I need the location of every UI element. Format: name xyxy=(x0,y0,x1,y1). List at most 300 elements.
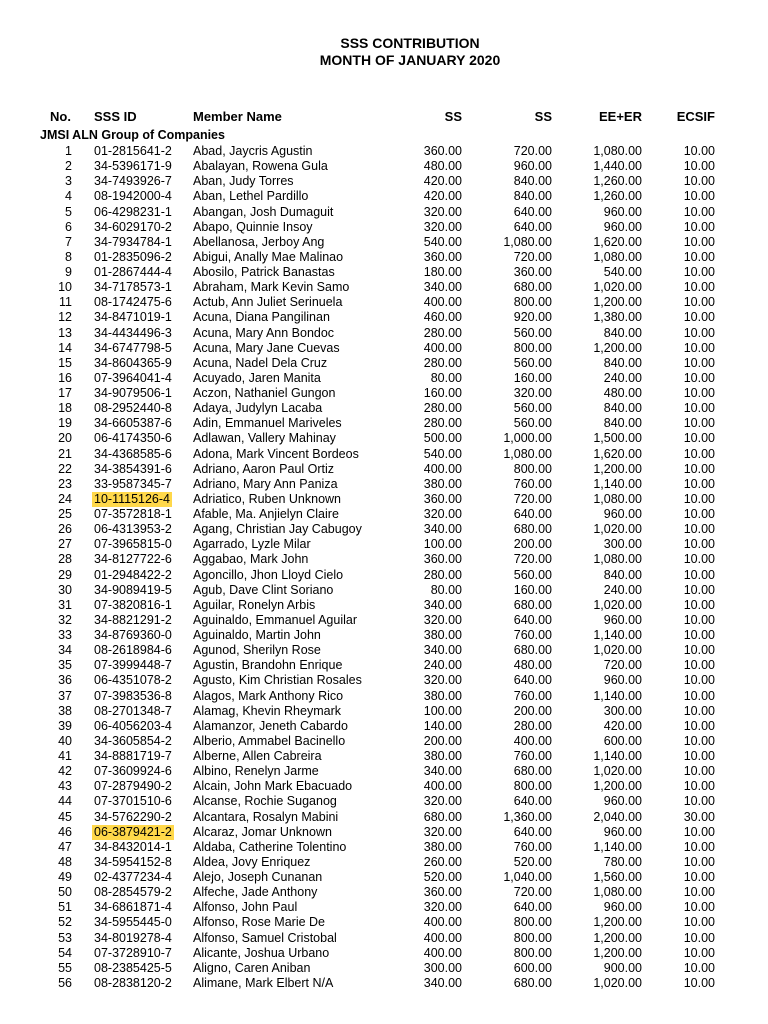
table-row xyxy=(0,643,768,658)
table-row xyxy=(0,326,768,341)
member-name-cell: Agang, Christian Jay Cabugoy xyxy=(193,522,362,537)
ecsif-cell: 10.00 xyxy=(683,280,715,295)
sss-id-cell: 06-4056203-4 xyxy=(94,718,172,733)
member-name-cell: Abad, Jaycris Agustin xyxy=(193,144,313,158)
member-name-cell: Afable, Ma. Anjielyn Claire xyxy=(193,507,339,521)
sss-id-cell: 06-4351078-2 xyxy=(94,673,172,688)
member-name-cell: Alfeche, Jade Anthony xyxy=(193,885,318,900)
ss-employer-cell: 680.00 xyxy=(513,764,552,779)
ee-er-total-cell: 1,200.00 xyxy=(593,779,642,794)
row-number: 15 xyxy=(58,355,72,370)
member-name-cell: Acuyado, Jaren Manita xyxy=(193,370,321,385)
ecsif-cell: 10.00 xyxy=(683,688,715,703)
row-number: 27 xyxy=(58,537,72,552)
table-row xyxy=(0,870,768,885)
header-no: No. xyxy=(50,109,71,124)
member-name-cell: Aban, Lethel Pardillo xyxy=(193,189,309,204)
sss-id-cell: 34-4434496-3 xyxy=(94,325,172,340)
member-name-cell: Alberne, Allen Cabreira xyxy=(193,749,322,763)
table-row xyxy=(0,522,768,537)
ss-employer-cell: 640.00 xyxy=(513,824,552,839)
ecsif-cell: 10.00 xyxy=(683,597,715,612)
ss-employer-cell: 480.00 xyxy=(513,658,552,673)
ss-employee-cell: 400.00 xyxy=(423,930,462,945)
ee-er-total-cell: 960.00 xyxy=(603,612,642,627)
table-row xyxy=(0,552,768,567)
document-subtitle: MONTH OF JANUARY 2020 xyxy=(319,52,501,68)
ss-employer-cell: 1,080.00 xyxy=(503,234,552,249)
ss-employee-cell: 100.00 xyxy=(423,703,462,718)
ecsif-cell: 10.00 xyxy=(683,839,715,854)
row-number: 26 xyxy=(58,522,72,537)
sss-id-cell: 34-8019278-4 xyxy=(94,930,172,945)
ss-employer-cell: 720.00 xyxy=(513,885,552,900)
member-name-cell: Abapo, Quinnie Insoy xyxy=(193,219,313,234)
ee-er-total-cell: 960.00 xyxy=(603,204,642,219)
ss-employer-cell: 800.00 xyxy=(513,930,552,945)
ss-employer-cell: 800.00 xyxy=(513,340,552,355)
ss-employee-cell: 380.00 xyxy=(423,628,462,642)
ss-employer-cell: 760.00 xyxy=(513,688,552,703)
ee-er-total-cell: 1,140.00 xyxy=(593,476,642,491)
row-number: 54 xyxy=(58,945,72,960)
ecsif-cell: 10.00 xyxy=(683,703,715,718)
sss-id-cell: 07-3701510-6 xyxy=(94,794,172,809)
member-name-cell: Alamanzor, Jeneth Cabardo xyxy=(193,718,348,733)
row-number: 25 xyxy=(58,507,72,521)
ss-employee-cell: 320.00 xyxy=(423,204,462,219)
member-name-cell: Albino, Renelyn Jarme xyxy=(193,764,319,779)
row-number: 42 xyxy=(58,764,72,779)
row-number: 28 xyxy=(58,552,72,567)
table-row xyxy=(0,855,768,870)
ss-employer-cell: 320.00 xyxy=(513,386,552,400)
row-number: 38 xyxy=(58,703,72,718)
ee-er-total-cell: 240.00 xyxy=(603,370,642,385)
table-row xyxy=(0,779,768,794)
table-row xyxy=(0,371,768,386)
ecsif-cell: 10.00 xyxy=(683,174,715,189)
ee-er-total-cell: 420.00 xyxy=(603,718,642,733)
table-row xyxy=(0,673,768,688)
member-name-cell: Agustin, Brandohn Enrique xyxy=(193,658,343,673)
table-row xyxy=(0,356,768,371)
ss-employer-cell: 720.00 xyxy=(513,552,552,567)
ee-er-total-cell: 960.00 xyxy=(603,673,642,688)
table-row xyxy=(0,946,768,961)
header-ss-employee: SS xyxy=(444,109,462,124)
ss-employee-cell: 400.00 xyxy=(423,461,462,476)
ecsif-cell: 10.00 xyxy=(683,537,715,552)
row-number: 4 xyxy=(65,189,72,204)
ee-er-total-cell: 1,620.00 xyxy=(593,446,642,461)
ss-employee-cell: 400.00 xyxy=(423,915,462,930)
ss-employee-cell: 320.00 xyxy=(423,824,462,839)
ss-employee-cell: 360.00 xyxy=(423,552,462,567)
table-row xyxy=(0,885,768,900)
table-row xyxy=(0,704,768,719)
ecsif-cell: 10.00 xyxy=(683,310,715,325)
ecsif-cell: 10.00 xyxy=(683,900,715,915)
ecsif-cell: 10.00 xyxy=(683,507,715,521)
ecsif-cell: 10.00 xyxy=(683,658,715,673)
table-row xyxy=(0,931,768,946)
ecsif-cell: 10.00 xyxy=(683,764,715,779)
member-name-cell: Adin, Emmanuel Mariveles xyxy=(193,416,342,431)
ee-er-total-cell: 1,260.00 xyxy=(593,189,642,204)
sss-id-cell: 07-3820816-1 xyxy=(94,597,172,612)
sss-id-cell: 06-4174350-6 xyxy=(94,431,172,446)
member-name-cell: Adriano, Aaron Paul Ortiz xyxy=(193,461,335,476)
sss-id-cell: 07-3964041-4 xyxy=(94,370,172,385)
ss-employee-cell: 300.00 xyxy=(423,960,462,975)
row-number: 7 xyxy=(65,234,72,249)
header-ecsif: ECSIF xyxy=(676,109,715,124)
row-number: 40 xyxy=(58,733,72,748)
ee-er-total-cell: 480.00 xyxy=(603,386,642,400)
ecsif-cell: 10.00 xyxy=(683,930,715,945)
row-number: 56 xyxy=(58,975,72,990)
row-number: 5 xyxy=(65,204,72,219)
sss-id-cell: 07-3999448-7 xyxy=(94,658,172,673)
ee-er-total-cell: 1,200.00 xyxy=(593,461,642,476)
member-name-cell: Aban, Judy Torres xyxy=(193,174,294,189)
table-row xyxy=(0,583,768,598)
member-name-cell: Abosilo, Patrick Banastas xyxy=(193,265,335,279)
ecsif-cell: 10.00 xyxy=(683,567,715,582)
member-name-cell: Actub, Ann Juliet Serinuela xyxy=(193,295,343,310)
ecsif-cell: 10.00 xyxy=(683,295,715,310)
ee-er-total-cell: 960.00 xyxy=(603,900,642,915)
sss-id-cell: 02-4377234-4 xyxy=(94,870,172,884)
sss-id-cell: 34-3854391-6 xyxy=(94,461,172,476)
ss-employer-cell: 960.00 xyxy=(513,159,552,174)
table-row xyxy=(0,976,768,991)
ee-er-total-cell: 960.00 xyxy=(603,219,642,234)
ss-employee-cell: 360.00 xyxy=(423,249,462,264)
member-name-cell: Abigui, Anally Mae Malinao xyxy=(193,249,344,264)
table-row xyxy=(0,840,768,855)
ecsif-cell: 10.00 xyxy=(683,249,715,264)
ss-employer-cell: 640.00 xyxy=(513,219,552,234)
ss-employee-cell: 340.00 xyxy=(423,597,462,612)
ss-employee-cell: 80.00 xyxy=(430,370,462,385)
ee-er-total-cell: 900.00 xyxy=(603,960,642,975)
member-name-cell: Aguinaldo, Emmanuel Aguilar xyxy=(193,612,357,627)
ecsif-cell: 10.00 xyxy=(683,522,715,537)
member-name-cell: Alejo, Joseph Cunanan xyxy=(193,870,323,884)
ecsif-cell: 10.00 xyxy=(683,355,715,370)
sss-id-cell: 06-4298231-1 xyxy=(94,204,172,219)
ss-employer-cell: 640.00 xyxy=(513,900,552,915)
member-name-cell: Agarrado, Lyzle Milar xyxy=(193,537,311,552)
row-number: 17 xyxy=(58,386,72,400)
ss-employer-cell: 720.00 xyxy=(513,491,552,506)
ss-employer-cell: 520.00 xyxy=(513,854,552,869)
ss-employee-cell: 540.00 xyxy=(423,234,462,249)
ecsif-cell: 10.00 xyxy=(683,945,715,960)
row-number: 53 xyxy=(58,930,72,945)
ss-employee-cell: 280.00 xyxy=(423,567,462,582)
table-row xyxy=(0,447,768,462)
ecsif-cell: 10.00 xyxy=(683,960,715,975)
ss-employee-cell: 320.00 xyxy=(423,673,462,688)
row-number: 52 xyxy=(58,915,72,930)
ee-er-total-cell: 1,500.00 xyxy=(593,431,642,446)
ss-employee-cell: 280.00 xyxy=(423,416,462,431)
ss-employee-cell: 260.00 xyxy=(423,854,462,869)
ecsif-cell: 10.00 xyxy=(683,446,715,461)
sss-id-cell: 08-1742475-6 xyxy=(94,295,172,310)
member-name-cell: Aguilar, Ronelyn Arbis xyxy=(193,597,316,612)
row-number: 13 xyxy=(58,325,72,340)
table-row xyxy=(0,794,768,809)
table-row xyxy=(0,431,768,446)
ss-employee-cell: 320.00 xyxy=(423,794,462,809)
ss-employer-cell: 800.00 xyxy=(513,915,552,930)
ee-er-total-cell: 600.00 xyxy=(603,733,642,748)
ss-employee-cell: 420.00 xyxy=(423,174,462,189)
sss-id-cell: 34-9079506-1 xyxy=(94,386,172,400)
row-number: 46 xyxy=(58,824,72,839)
sss-id-cell: 08-2854579-2 xyxy=(94,885,172,900)
table-row xyxy=(0,628,768,643)
sss-id-cell: 34-9089419-5 xyxy=(94,582,172,597)
ss-employee-cell: 540.00 xyxy=(423,446,462,461)
ss-employee-cell: 160.00 xyxy=(423,386,462,400)
sss-id-cell: 34-5955445-0 xyxy=(94,915,172,930)
ss-employer-cell: 1,360.00 xyxy=(503,809,552,824)
ss-employee-cell: 200.00 xyxy=(423,733,462,748)
sss-id-cell: 34-8769360-0 xyxy=(94,628,172,642)
member-name-cell: Aligno, Caren Aniban xyxy=(193,960,311,975)
ecsif-cell: 10.00 xyxy=(683,870,715,884)
row-number: 51 xyxy=(58,900,72,915)
sss-id-cell: 08-2618984-6 xyxy=(94,643,172,658)
ee-er-total-cell: 1,620.00 xyxy=(593,234,642,249)
ss-employer-cell: 280.00 xyxy=(513,718,552,733)
ss-employer-cell: 560.00 xyxy=(513,355,552,370)
member-name-cell: Alcanse, Rochie Suganog xyxy=(193,794,337,809)
ecsif-cell: 10.00 xyxy=(683,975,715,990)
sss-id-cell: 34-8821291-2 xyxy=(94,612,172,627)
sss-id-cell: 34-6605387-6 xyxy=(94,416,172,431)
ee-er-total-cell: 840.00 xyxy=(603,325,642,340)
ecsif-cell: 10.00 xyxy=(683,552,715,567)
ee-er-total-cell: 720.00 xyxy=(603,658,642,673)
sss-id-cell: 07-3572818-1 xyxy=(94,507,172,521)
ee-er-total-cell: 840.00 xyxy=(603,355,642,370)
row-number: 11 xyxy=(59,295,72,310)
table-row xyxy=(0,492,768,507)
sss-id-cell: 34-5396171-9 xyxy=(94,159,172,174)
member-name-cell: Adona, Mark Vincent Bordeos xyxy=(193,446,359,461)
member-name-cell: Abraham, Mark Kevin Samo xyxy=(193,280,350,295)
sss-id-cell: 07-3965815-0 xyxy=(94,537,172,552)
member-name-cell: Acuna, Nadel Dela Cruz xyxy=(193,355,328,370)
member-name-cell: Alcantara, Rosalyn Mabini xyxy=(193,809,339,824)
member-name-cell: Alamag, Khevin Rheymark xyxy=(193,703,341,718)
member-name-cell: Acuna, Mary Ann Bondoc xyxy=(193,325,335,340)
ee-er-total-cell: 1,020.00 xyxy=(593,280,642,295)
table-row xyxy=(0,719,768,734)
row-number: 3 xyxy=(65,174,72,189)
sss-id-cell: 01-2867444-4 xyxy=(94,265,172,279)
ecsif-cell: 10.00 xyxy=(683,749,715,763)
ee-er-total-cell: 1,140.00 xyxy=(593,839,642,854)
sss-id-cell: 34-8127722-6 xyxy=(94,552,172,567)
row-number: 16 xyxy=(58,370,72,385)
ss-employee-cell: 340.00 xyxy=(423,522,462,537)
ss-employee-cell: 360.00 xyxy=(423,885,462,900)
sss-id-cell: 34-7493926-7 xyxy=(94,174,172,189)
table-row xyxy=(0,689,768,704)
row-number: 43 xyxy=(58,779,72,794)
ss-employer-cell: 680.00 xyxy=(513,522,552,537)
ss-employee-cell: 180.00 xyxy=(423,265,462,279)
member-name-cell: Aczon, Nathaniel Gungon xyxy=(193,386,336,400)
member-name-cell: Abellanosa, Jerboy Ang xyxy=(193,234,325,249)
ss-employer-cell: 160.00 xyxy=(513,582,552,597)
table-row xyxy=(0,961,768,976)
table-row xyxy=(0,749,768,764)
sss-id-cell: 01-2815641-2 xyxy=(94,144,172,158)
ecsif-cell: 10.00 xyxy=(683,612,715,627)
table-row xyxy=(0,295,768,310)
member-name-cell: Abangan, Josh Dumaguit xyxy=(193,204,334,219)
member-name-cell: Alagos, Mark Anthony Rico xyxy=(193,688,344,703)
member-name-cell: Agusto, Kim Christian Rosales xyxy=(193,673,362,688)
row-number: 6 xyxy=(65,219,72,234)
sss-id-cell: 01-2835096-2 xyxy=(94,249,172,264)
row-number: 10 xyxy=(58,280,72,295)
ss-employer-cell: 640.00 xyxy=(513,612,552,627)
row-number: 33 xyxy=(58,628,72,642)
ee-er-total-cell: 840.00 xyxy=(603,567,642,582)
member-name-cell: Acuna, Diana Pangilinan xyxy=(193,310,330,325)
member-name-cell: Abalayan, Rowena Gula xyxy=(193,159,328,174)
ee-er-total-cell: 1,080.00 xyxy=(593,249,642,264)
ecsif-cell: 10.00 xyxy=(683,824,715,839)
sss-id-cell: 34-5762290-2 xyxy=(94,809,172,824)
table-row xyxy=(0,250,768,265)
ss-employee-cell: 280.00 xyxy=(423,355,462,370)
sss-id-cell: 06-4313953-2 xyxy=(94,522,172,537)
ss-employer-cell: 840.00 xyxy=(513,189,552,204)
ee-er-total-cell: 540.00 xyxy=(603,265,642,279)
member-name-cell: Aldea, Jovy Enriquez xyxy=(193,854,311,869)
ss-employer-cell: 680.00 xyxy=(513,643,552,658)
member-name-cell: Alfonso, John Paul xyxy=(193,900,298,915)
ss-employee-cell: 340.00 xyxy=(423,280,462,295)
ss-employee-cell: 340.00 xyxy=(423,975,462,990)
row-number: 9 xyxy=(65,265,72,279)
ss-employer-cell: 760.00 xyxy=(513,628,552,642)
ee-er-total-cell: 1,080.00 xyxy=(593,144,642,158)
ecsif-cell: 10.00 xyxy=(683,416,715,431)
ss-employer-cell: 1,040.00 xyxy=(503,870,552,884)
ecsif-cell: 10.00 xyxy=(683,854,715,869)
row-number: 29 xyxy=(58,567,72,582)
row-number: 23 xyxy=(58,476,72,491)
row-number: 18 xyxy=(58,401,72,416)
ecsif-cell: 10.00 xyxy=(683,476,715,491)
ee-er-total-cell: 1,020.00 xyxy=(593,643,642,658)
ss-employee-cell: 400.00 xyxy=(423,340,462,355)
sss-id-cell: 08-2385425-5 xyxy=(94,960,172,975)
ss-employee-cell: 140.00 xyxy=(423,718,462,733)
header-sss-id: SSS ID xyxy=(94,109,137,124)
member-name-cell: Alicante, Joshua Urbano xyxy=(193,945,330,960)
ss-employee-cell: 520.00 xyxy=(423,870,462,884)
ecsif-cell: 10.00 xyxy=(683,401,715,416)
ss-employer-cell: 760.00 xyxy=(513,476,552,491)
ee-er-total-cell: 1,260.00 xyxy=(593,174,642,189)
table-row xyxy=(0,174,768,189)
table-row xyxy=(0,341,768,356)
sss-id-cell: 34-8881719-7 xyxy=(94,749,172,763)
ee-er-total-cell: 2,040.00 xyxy=(593,809,642,824)
table-row xyxy=(0,568,768,583)
ss-employee-cell: 500.00 xyxy=(423,431,462,446)
table-row xyxy=(0,900,768,915)
ecsif-cell: 10.00 xyxy=(683,386,715,400)
ss-employee-cell: 280.00 xyxy=(423,401,462,416)
ss-employer-cell: 560.00 xyxy=(513,401,552,416)
ecsif-cell: 10.00 xyxy=(683,915,715,930)
ee-er-total-cell: 1,080.00 xyxy=(593,552,642,567)
ecsif-cell: 10.00 xyxy=(683,491,715,506)
table-row xyxy=(0,159,768,174)
sss-id-cell: 08-2701348-7 xyxy=(94,703,172,718)
ee-er-total-cell: 1,440.00 xyxy=(593,159,642,174)
ee-er-total-cell: 840.00 xyxy=(603,416,642,431)
row-number: 20 xyxy=(58,431,72,446)
ss-employer-cell: 560.00 xyxy=(513,325,552,340)
table-row xyxy=(0,310,768,325)
sss-id-cell: 07-3609924-6 xyxy=(94,764,172,779)
sss-id-cell: 34-6747798-5 xyxy=(94,340,172,355)
sss-id-cell: 07-2879490-2 xyxy=(94,779,172,794)
ecsif-cell: 10.00 xyxy=(683,461,715,476)
ee-er-total-cell: 240.00 xyxy=(603,582,642,597)
ee-er-total-cell: 960.00 xyxy=(603,824,642,839)
table-row xyxy=(0,401,768,416)
row-number: 47 xyxy=(58,839,72,854)
ee-er-total-cell: 1,200.00 xyxy=(593,945,642,960)
ss-employer-cell: 720.00 xyxy=(513,144,552,158)
header-ee-er: EE+ER xyxy=(599,109,642,124)
row-number: 30 xyxy=(58,582,72,597)
sss-id-cell: 34-7934784-1 xyxy=(94,234,172,249)
ee-er-total-cell: 1,200.00 xyxy=(593,340,642,355)
member-name-cell: Agoncillo, Jhon Lloyd Cielo xyxy=(193,567,344,582)
sss-id-cell: 07-3728910-7 xyxy=(94,945,172,960)
row-number: 31 xyxy=(58,597,72,612)
row-number: 48 xyxy=(58,854,72,869)
ee-er-total-cell: 960.00 xyxy=(603,794,642,809)
sss-id-cell: 34-8604365-9 xyxy=(94,355,172,370)
ecsif-cell: 10.00 xyxy=(683,431,715,446)
ss-employee-cell: 340.00 xyxy=(423,643,462,658)
ss-employer-cell: 560.00 xyxy=(513,567,552,582)
table-row xyxy=(0,477,768,492)
row-number: 36 xyxy=(58,673,72,688)
sss-id-cell: 34-8471019-1 xyxy=(94,310,172,325)
ecsif-cell: 10.00 xyxy=(683,234,715,249)
ee-er-total-cell: 1,020.00 xyxy=(593,597,642,612)
sss-id-cell: 08-2952440-8 xyxy=(94,401,172,416)
